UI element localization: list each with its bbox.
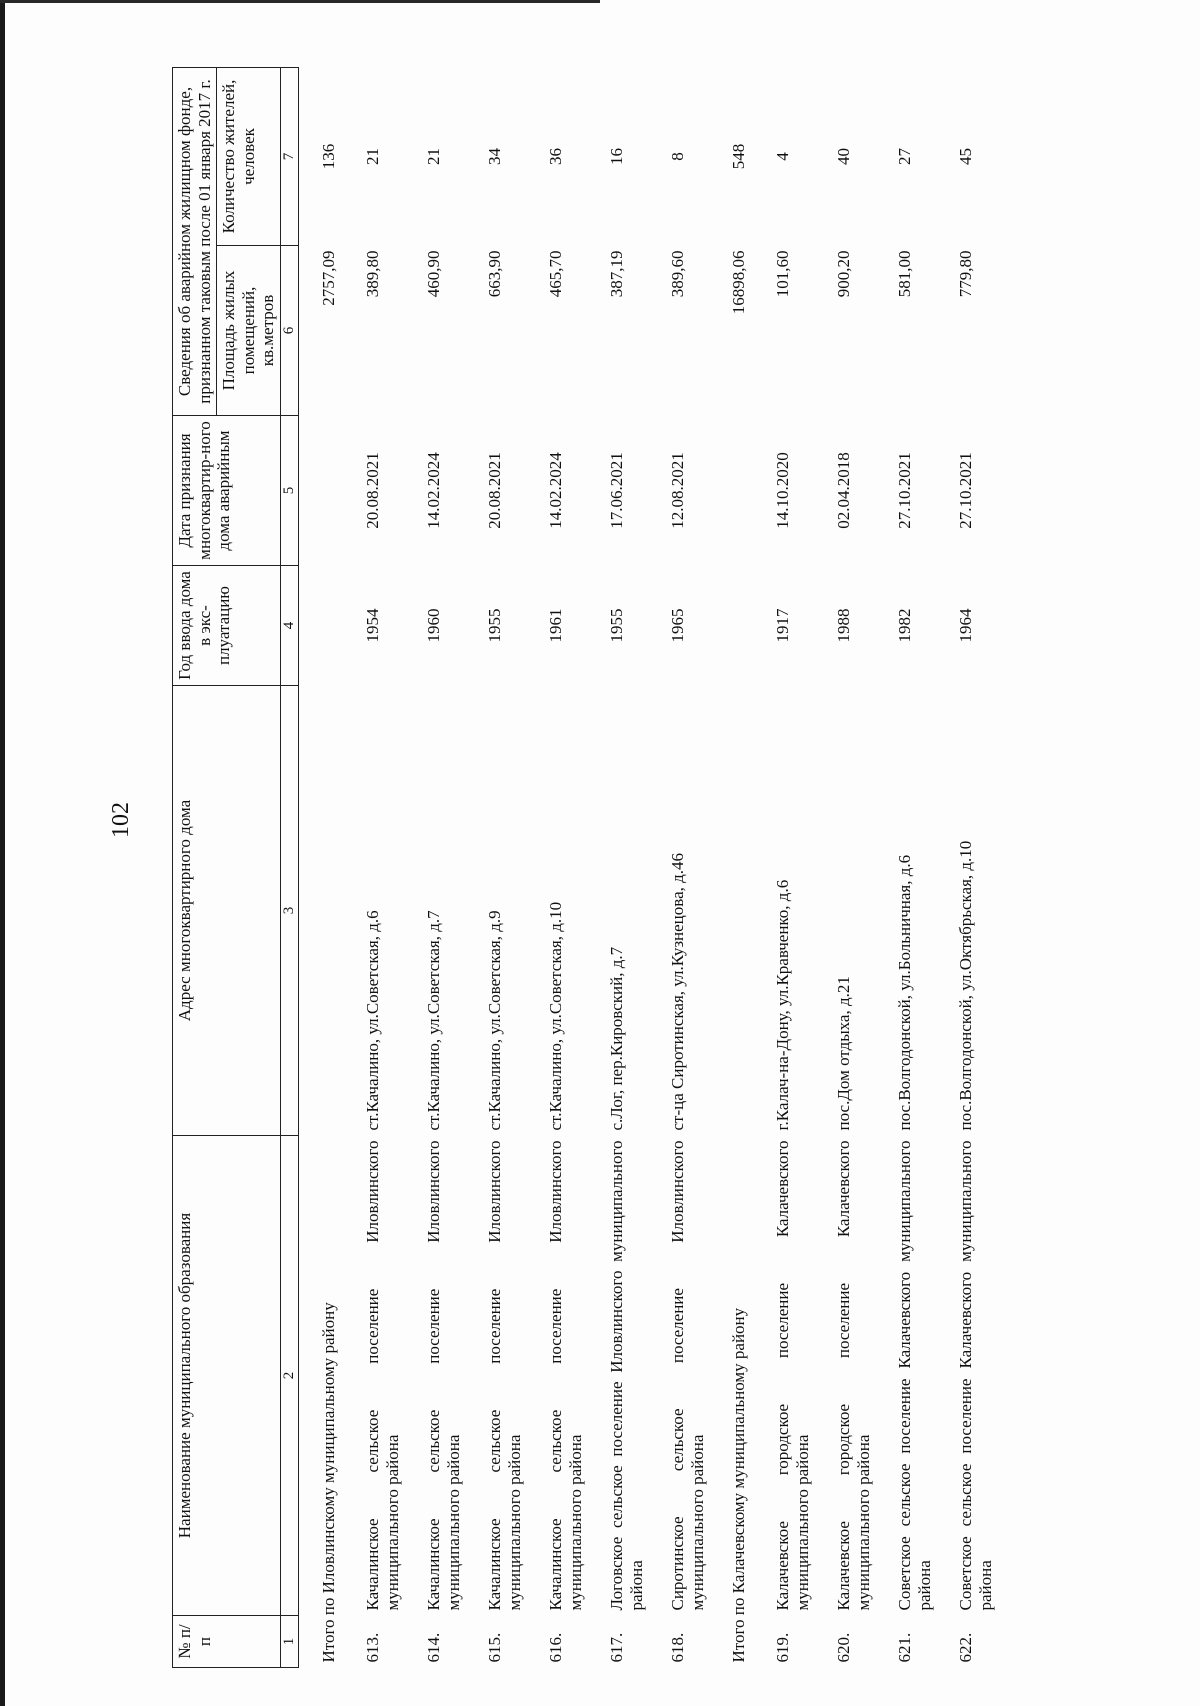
living-area: 465,70 xyxy=(545,250,565,298)
emergency-date: 02.04.2018 xyxy=(833,452,853,529)
row-number: 617. xyxy=(606,1632,626,1663)
emergency-date: 14.10.2020 xyxy=(772,452,792,529)
header-colnum: 2 xyxy=(280,1136,298,1616)
municipality-name: Качалинское сельское поселение Иловлинского муниципального района xyxy=(423,1140,463,1611)
living-area: 101,60 xyxy=(772,250,792,298)
row-number: 618. xyxy=(667,1632,687,1663)
total-label: Итого по Калачевскому муниципальному району xyxy=(728,1307,748,1663)
commission-year: 1960 xyxy=(423,608,443,643)
header-colnum: 6 xyxy=(280,246,298,416)
header-num: № п/п xyxy=(173,1616,281,1668)
emergency-date: 14.02.2024 xyxy=(545,452,565,529)
total-area: 16898,06 xyxy=(728,250,748,315)
header-address: Адрес многоквартирного дома xyxy=(173,686,281,1136)
emergency-date: 20.08.2021 xyxy=(362,452,382,529)
municipality-name: Советское сельское поселение Калачевского муниципального района xyxy=(955,1140,995,1611)
commission-year: 1917 xyxy=(772,608,792,643)
header-year: Год ввода дома в экс-плуатацию xyxy=(173,566,281,686)
residents-count: 27 xyxy=(894,148,914,165)
residents-count: 16 xyxy=(606,148,626,165)
header-colnum: 1 xyxy=(280,1616,298,1668)
commission-year: 1988 xyxy=(833,608,853,643)
living-area: 460,90 xyxy=(423,250,443,298)
address: ст.Качалино, ул.Советская, д.7 xyxy=(423,910,443,1131)
commission-year: 1961 xyxy=(545,608,565,643)
municipality-name: Качалинское сельское поселение Иловлинского муниципального района xyxy=(362,1140,402,1611)
scan-edge-top xyxy=(0,0,600,3)
address: ст-ца Сиротинская, ул.Кузнецова, д.46 xyxy=(667,852,687,1131)
address: с.Лог, пер.Кировский, д.7 xyxy=(606,946,626,1131)
total-row xyxy=(727,68,771,1668)
commission-year: 1965 xyxy=(667,608,687,643)
table-row xyxy=(361,68,422,1668)
residents-count: 40 xyxy=(833,148,853,165)
living-area: 389,60 xyxy=(667,250,687,298)
living-area: 389,80 xyxy=(362,250,382,298)
emergency-date: 27.10.2021 xyxy=(894,452,914,529)
header-group: Сведения об аварийном жилищном фонде, признанном таковым после 01 января 2017 г. xyxy=(173,68,217,416)
address: ст.Качалино, ул.Советская, д.9 xyxy=(484,910,504,1131)
row-number: 615. xyxy=(484,1632,504,1663)
header-colnum: 3 xyxy=(280,686,298,1136)
header-colnum: 7 xyxy=(280,68,298,246)
row-number: 620. xyxy=(833,1632,853,1663)
residents-count: 4 xyxy=(772,152,792,161)
header-colnum: 5 xyxy=(280,416,298,566)
row-number: 619. xyxy=(772,1632,792,1663)
table-row xyxy=(544,68,605,1668)
table-row xyxy=(954,68,1015,1668)
municipality-name: Советское сельское поселение Калачевского муниципального района xyxy=(894,1140,934,1611)
residents-count: 36 xyxy=(545,148,565,165)
table-row xyxy=(605,68,666,1668)
address: ст.Качалино, ул.Советская, д.10 xyxy=(545,901,565,1131)
living-area: 779,80 xyxy=(955,250,975,298)
address: пос.Волгодонской, ул.Октябрьская, д.10 xyxy=(955,840,975,1131)
table-row xyxy=(422,68,483,1668)
total-row xyxy=(317,68,361,1668)
commission-year: 1964 xyxy=(955,608,975,643)
commission-year: 1954 xyxy=(362,608,382,643)
municipality-name: Калачевское городское поселение Калачевского муниципального района xyxy=(833,1140,873,1611)
total-residents: 136 xyxy=(318,143,338,170)
table-row xyxy=(483,68,544,1668)
emergency-date: 20.08.2021 xyxy=(484,452,504,529)
municipality-name: Логовское сельское поселение Иловлинского муниципального района xyxy=(606,1140,646,1611)
residents-count: 45 xyxy=(955,148,975,165)
total-area: 2757,09 xyxy=(318,250,338,306)
table-row xyxy=(771,68,832,1668)
table-row xyxy=(832,68,893,1668)
row-number: 614. xyxy=(423,1632,443,1663)
emergency-date: 17.06.2021 xyxy=(606,452,626,529)
municipality-name: Качалинское сельское поселение Иловлинского муниципального района xyxy=(545,1140,585,1611)
living-area: 387,19 xyxy=(606,250,626,298)
header-residents: Количество жителей, человек xyxy=(217,68,281,246)
living-area: 900,20 xyxy=(833,250,853,298)
municipality-name: Сиротинское сельское поселение Иловлинского муниципального района xyxy=(667,1140,707,1611)
living-area: 663,90 xyxy=(484,250,504,298)
header-area: Площадь жилых помещений, кв.метров xyxy=(217,246,281,416)
residents-count: 8 xyxy=(667,152,687,161)
table-row xyxy=(893,68,954,1668)
living-area: 581,00 xyxy=(894,250,914,298)
address: ст.Качалино, ул.Советская, д.6 xyxy=(362,910,382,1131)
page-number: 102 xyxy=(108,802,134,838)
scan-edge-left xyxy=(0,0,5,1706)
emergency-housing-table xyxy=(172,67,1015,1668)
row-number: 622. xyxy=(955,1632,975,1663)
municipality-name: Калачевское городское поселение Калачевского муниципального района xyxy=(772,1140,812,1611)
commission-year: 1955 xyxy=(606,608,626,643)
address: пос.Дом отдыха, д.21 xyxy=(833,976,853,1131)
residents-count: 21 xyxy=(423,148,443,165)
rotated-table-container xyxy=(172,68,1102,1668)
table-row xyxy=(666,68,727,1668)
emergency-date: 14.02.2024 xyxy=(423,452,443,529)
residents-count: 21 xyxy=(362,148,382,165)
address: пос.Волгодонской, ул.Больничная, д.6 xyxy=(894,854,914,1131)
municipality-name: Качалинское сельское поселение Иловлинского муниципального района xyxy=(484,1140,524,1611)
header-date: Дата признания многоквартир-ного дома аварийным xyxy=(173,416,281,566)
total-residents: 548 xyxy=(728,143,748,170)
emergency-date: 12.08.2021 xyxy=(667,452,687,529)
row-number: 613. xyxy=(362,1632,382,1663)
residents-count: 34 xyxy=(484,148,504,165)
row-number: 616. xyxy=(545,1632,565,1663)
address: г.Калач-на-Дону, ул.Кравченко, д.6 xyxy=(772,879,792,1131)
row-number: 621. xyxy=(894,1632,914,1663)
header-colnum: 4 xyxy=(280,566,298,686)
header-municipality: Наименование муниципального образования xyxy=(173,1136,281,1616)
emergency-date: 27.10.2021 xyxy=(955,452,975,529)
total-label: Итого по Иловлинскому муниципальному району xyxy=(318,1302,338,1663)
commission-year: 1982 xyxy=(894,608,914,643)
commission-year: 1955 xyxy=(484,608,504,643)
